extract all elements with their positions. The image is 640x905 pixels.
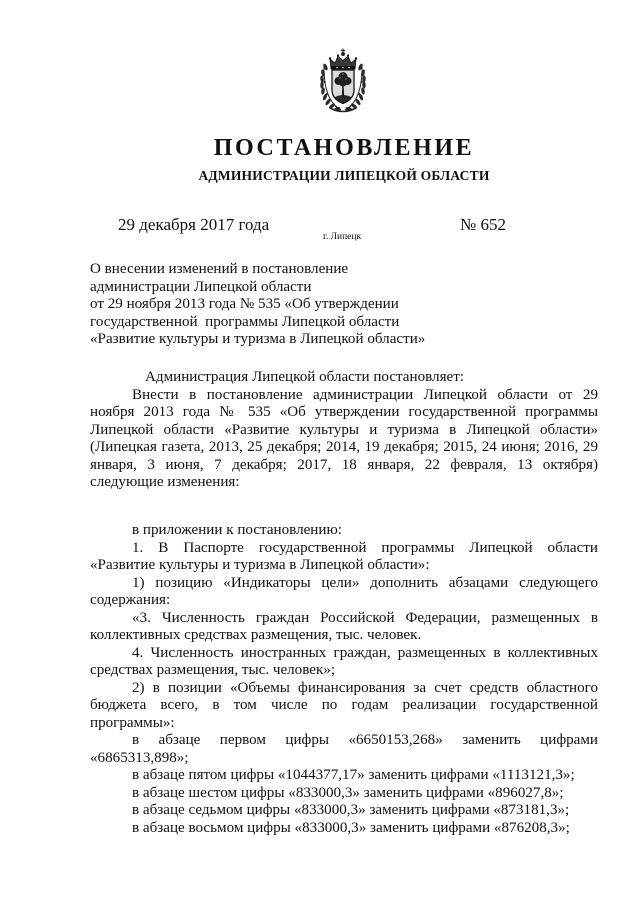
document-number: № 652: [460, 215, 506, 234]
amendment-line: 1) позицию «Индикаторы цели» дополнить абзацами следующего: [132, 574, 598, 591]
amendment-line: 4. Численность иностранных граждан, размещенных в коллективных: [132, 644, 598, 661]
amendment-line: средствах размещения, тыс. человек»;: [90, 662, 336, 678]
subject-line: государственной программы Липецкой области: [90, 313, 400, 330]
amendment-line: в абзаце шестом цифры «833000,3» заменить цифрами «896027,8»;: [132, 784, 564, 801]
document-place: г. Липецк: [323, 232, 362, 242]
amendment-line: в абзаце пятом цифры «1044377,17» заменить цифрами «1113121,3»;: [132, 767, 575, 783]
ribbon: [330, 106, 356, 112]
intro-line: следующие изменения:: [90, 474, 240, 490]
amendment-line: в абзаце восьмом цифры «833000,3» заменить цифрами «876208,3»;: [132, 819, 570, 836]
amendment-line: в приложении к постановлению:: [132, 522, 342, 538]
amendment-line: «3. Численность граждан Российской Федерации, размещенных в: [132, 609, 598, 626]
subject-line: О внесении изменений в постановление: [90, 261, 349, 277]
intro-line: января, 3 июня, 7 декабря; 2017, 18 января, 22 февраля, 13 октября): [90, 456, 598, 473]
amendment-line: 1. В Паспорте государственной программы Липецкой области: [132, 539, 598, 556]
shield: [332, 70, 354, 105]
preamble: Администрация Липецкой области постановляет:: [145, 369, 465, 385]
amendment-line: в абзаце первом цифры «6650153,268» заменить цифрами: [132, 732, 598, 748]
amendment-line: в абзаце седьмом цифры «833000,3» заменить цифрами «873181,3»;: [132, 802, 570, 818]
amendment-line: программы»:: [90, 714, 175, 731]
intro-line: (Липецкая газета, 2013, 25 декабря; 2014, 19 декабря; 2015, 24 июня; 2016, 29: [90, 439, 598, 455]
amendments-text: [90, 522, 598, 837]
intro-line: ноября 2013 года № 535 «Об утверждении государственной программы: [90, 404, 598, 420]
coat-of-arms-icon: [313, 48, 373, 114]
issuing-authority: АДМИНИСТРАЦИИ ЛИПЕЦКОЙ ОБЛАСТИ: [198, 168, 490, 183]
subject-line: от 29 ноября 2013 года № 535 «Об утверждении: [90, 296, 399, 312]
intro-paragraph: [90, 369, 598, 492]
document-type-title: ПОСТАНОВЛЕНИЕ: [213, 135, 475, 161]
intro-line: Липецкой области «Развитие культуры и туризма в Липецкой области»: [90, 421, 598, 438]
document-subject: [90, 261, 598, 349]
amendment-line: 2) в позиции «Объемы финансирования за счет средств областного: [132, 679, 598, 696]
amendment-line: «6865313,898»;: [90, 749, 189, 766]
amendment-line: содержания:: [90, 592, 171, 608]
crown: [329, 49, 357, 70]
document-date: 29 декабря 2017 года: [118, 215, 270, 234]
intro-line: Внести в постановление администрации Липецкой области от 29: [132, 386, 598, 403]
amendment-line: бюджета всего, в том числе по годам реализации государственной: [90, 697, 598, 713]
subject-line: администрации Липецкой области: [90, 278, 312, 295]
subject-line: «Развитие культуры и туризма в Липецкой области»: [90, 331, 426, 347]
amendment-line: коллективных средствах размещения, тыс. человек.: [90, 627, 422, 643]
amendment-line: «Развитие культуры и туризма в Липецкой области»:: [90, 557, 430, 573]
